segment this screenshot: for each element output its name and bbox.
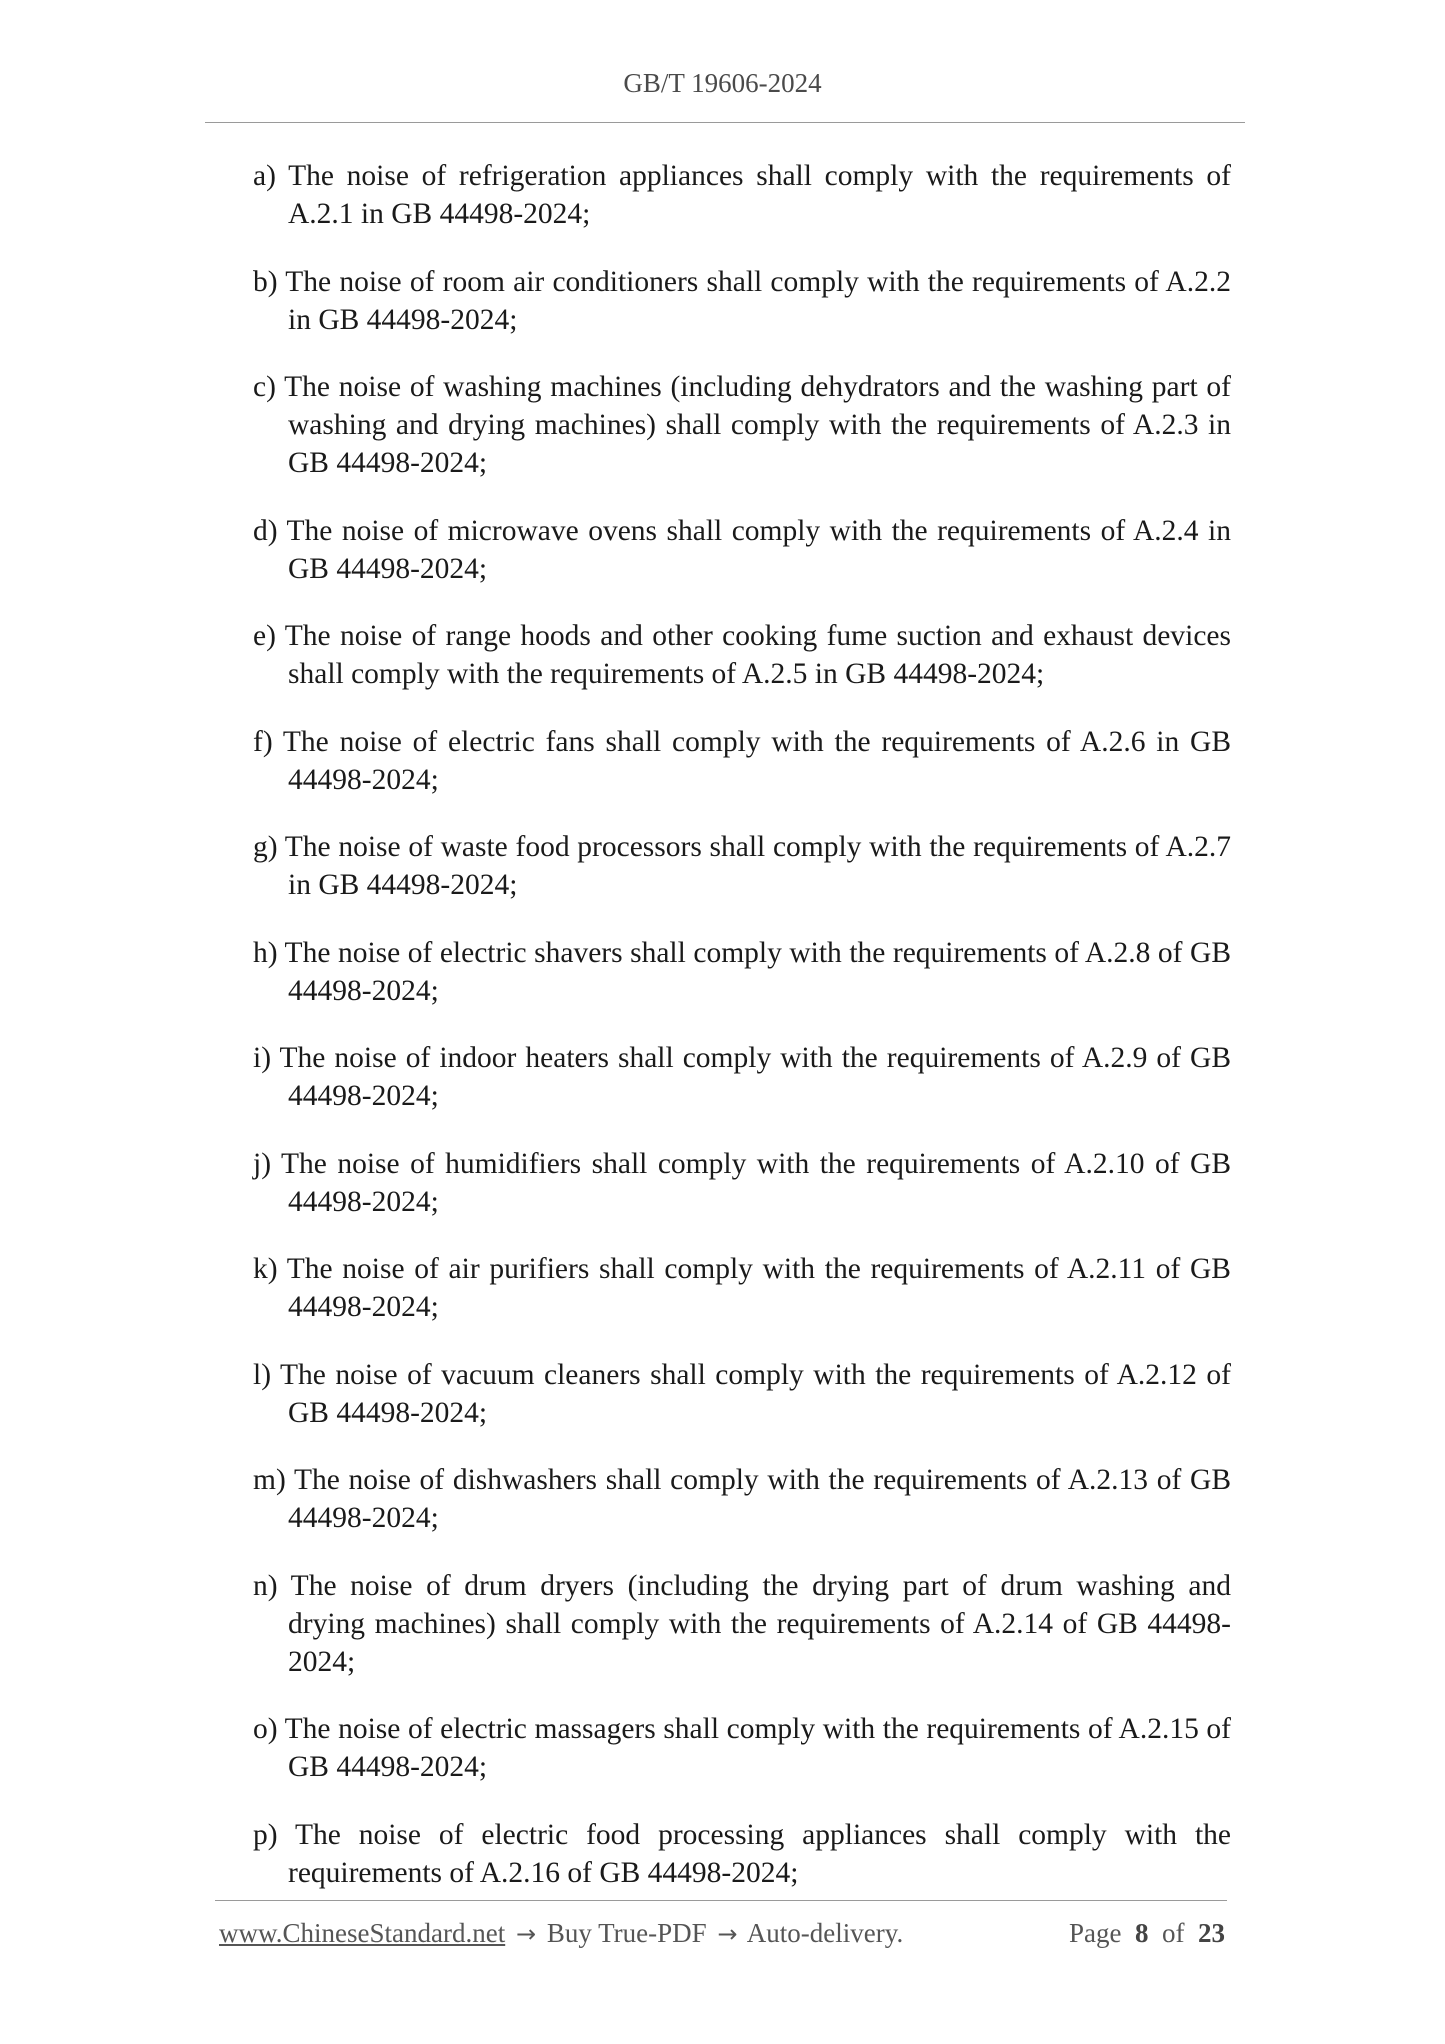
list-item: e) The noise of range hoods and other cooking fume suction and exhaust devices shall comply with the requirements of A.2.5 in GB 44498-2024;: [253, 620, 1231, 690]
list-item: b) The noise of room air conditioners shall comply with the requirements of A.2.2 in GB 44498-2024;: [253, 265, 1231, 336]
header-divider: [205, 122, 1245, 123]
list-item: p) The noise of electric food processing appliances shall comply with the requirements of A.2.16 of GB 44498-2024;: [253, 1818, 1231, 1889]
footer-promo: [219, 1918, 903, 1949]
list-item: k) The noise of air purifiers shall comply with the requirements of A.2.11 of GB 44498-2024;: [253, 1253, 1231, 1323]
list-item: m) The noise of dishwashers shall comply with the requirements of A.2.13 of GB 44498-2024;: [253, 1464, 1231, 1534]
list-item: l) The noise of vacuum cleaners shall comply with the requirements of A.2.12 of GB 44498-2024;: [253, 1358, 1231, 1429]
list-item: a) The noise of refrigeration appliances shall comply with the requirements of A.2.1 in GB 44498-2024;: [253, 160, 1231, 230]
page-footer: [219, 1918, 1225, 1956]
page-current: 8: [1135, 1918, 1149, 1948]
list-item: j) The noise of humidifiers shall comply with the requirements of A.2.10 of GB 44498-2024;: [253, 1147, 1231, 1218]
page-label: Page: [1069, 1918, 1122, 1948]
list-item: c) The noise of washing machines (including dehydrators and the washing part of washing and drying machines) shall comply with the requirements of A.2.3 in GB 44498-2024;: [253, 371, 1231, 479]
list-item: h) The noise of electric shavers shall comply with the requirements of A.2.8 of GB 44498-2024;: [253, 936, 1231, 1007]
page-indicator: [1069, 1918, 1225, 1949]
arrow-right-icon: →: [515, 1920, 537, 1948]
arrow-right-icon: →: [717, 1920, 738, 1948]
list-item: d) The noise of microwave ovens shall comply with the requirements of A.2.4 in GB 44498-2024;: [253, 514, 1231, 585]
page-of: of: [1162, 1918, 1185, 1948]
page-total: 23: [1198, 1918, 1225, 1948]
list-item: g) The noise of waste food processors shall comply with the requirements of A.2.7 in GB 44498-2024;: [253, 831, 1231, 901]
list-item: i) The noise of indoor heaters shall comply with the requirements of A.2.9 of GB 44498-2024;: [253, 1042, 1231, 1112]
list-item: n) The noise of drum dryers (including the drying part of drum washing and drying machines) shall comply with the requirements of A.2.14 of GB 44498-2024;: [253, 1569, 1231, 1678]
delivery-text: Auto-delivery.: [746, 1918, 904, 1948]
site-link[interactable]: www.ChineseStandard.net: [219, 1918, 506, 1948]
buy-text: Buy True-PDF: [546, 1918, 707, 1948]
list-item: o) The noise of electric massagers shall comply with the requirements of A.2.15 of GB 44498-2024;: [253, 1713, 1231, 1783]
running-header: GB/T 19606-2024: [623, 68, 822, 98]
list-item: f) The noise of electric fans shall comply with the requirements of A.2.6 in GB 44498-2024;: [253, 725, 1231, 796]
footer-divider: [215, 1900, 1227, 1901]
requirements-list: [253, 157, 1231, 1921]
